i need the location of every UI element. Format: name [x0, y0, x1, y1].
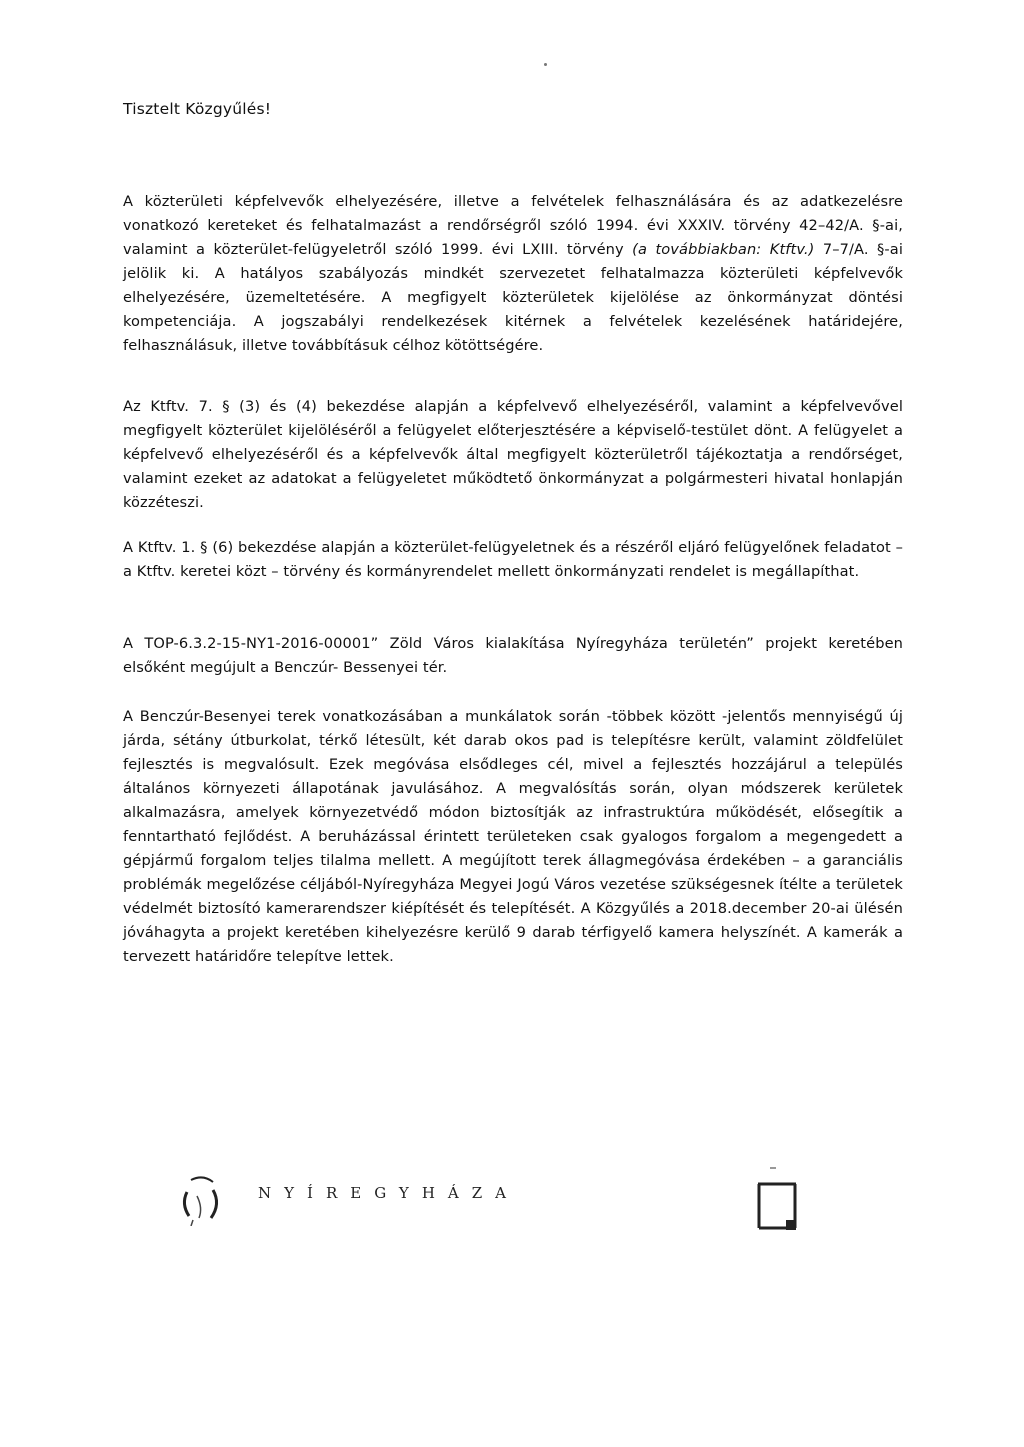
paragraph-1-text-b: 7–7/A. §-ai jelölik ki. A hatályos szabályozás mindkét szervezetet felhatalmazza közterületi képfelvevők elhelyezésére, üzemeltetésére. A megfigyelt közterületek kijelölése az önkormányzat döntési kompetenciája. A jogszabályi rendelkezések kitérnek a felvételek kezelésének határidejére, felhasználásuk, illetve továbbításuk célhoz kötöttségére. — [123, 241, 903, 354]
paragraph-1-italic: (a továbbiakban: Ktftv.) — [632, 241, 815, 258]
paragraph-benczur-besenyei: A Benczúr-Besenyei terek vonatkozásában a munkálatok során -többek között -jelentős mennyiségű új járda, sétány útburkolat, térkő létesült, két darab okos pad is telepítésre került, valamint zöldfelület fejlesztés is megvalósult. Ezek megóvása elsődleges cél, mivel a fejlesztés hozzájárul a település általános környezeti állapotának javulásához. A megvalósítás során, olyan módszerek kerületek alkalmazásra, amelyek környezetvédő módon biztosítják az infrastruktúra működését, elősegítik a fenntartható fejlődést. A beruházással érintett területeken csak gyalogos forgalom a megengedett a gépjármű forgalom teljes tilalma mellett. A megújított terek állagmegóvása érdekében – a garanciális problémák megelőzése céljából-Nyíregyháza Megyei Jogú Város vezetése szükségesnek ítélte a területek védelmét biztosító kamerarendszer kiépítését és telepítését. A Közgyűlés a 2018.december 20-ai ülésén jóváhagyta a projekt keretében kihelyezésre kerülő 9 darab térfigyelő kamera helyszínét. A kamerák a tervezett határidőre telepítve lettek. — [123, 708, 903, 965]
paragraph-ktftv-7: Az Ktftv. 7. § (3) és (4) bekezdése alapján a képfelvevő elhelyezéséről, valamint a képfelvevővel megfigyelt közterület kijelöléséről a felügyelet előterjesztésére a képviselő-testület dönt. A felügyelet a képfelvevő elhelyezéséről és a képfelvevők által megfigyelt közterületről tájékoztatja a rendőrséget, valamint ezeket az adatokat a felügyeletet működtető önkormányzat a polgármesteri hivatal honlapján közzéteszi. — [123, 398, 903, 511]
paragraph-ktftv-1: A Ktftv. 1. § (6) bekezdése alapján a közterület-felügyeletnek és a részéről eljáró felügyelőnek feladatot – a Ktftv. keretei közt – törvény és kormányrendelet mellett önkormányzati rendelet is megállapíthat. — [123, 539, 903, 580]
paragraph-top-project: A TOP-6.3.2-15-NY1-2016-00001” Zöld Város kialakítása Nyíregyháza területén” projekt keretében elsőként megújult a Benczúr- Bessenyei tér. — [123, 635, 903, 676]
footer — [0, 1160, 1024, 1240]
scan-speck — [544, 63, 547, 66]
city-emblem-icon — [173, 1170, 229, 1226]
stamp-box-icon — [756, 1164, 798, 1236]
salutation: Tisztelt Közgyűlés! — [123, 100, 272, 118]
paragraph-1-text-a: A közterületi képfelvevők elhelyezésére, illetve a felvételek felhasználására és az adatkezelésre vonatkozó kereteket és felhatalmazást a rendőrségről szóló 1994. évi XXXIV. törvény 42–42/A. §-ai, valamint a közterület-felügyeletről szóló 1999. évi LXIII. törvény — [123, 193, 903, 258]
city-logo-text: NYÍREGYHÁZA — [258, 1184, 519, 1202]
paragraph-legal-framework — [123, 190, 903, 358]
